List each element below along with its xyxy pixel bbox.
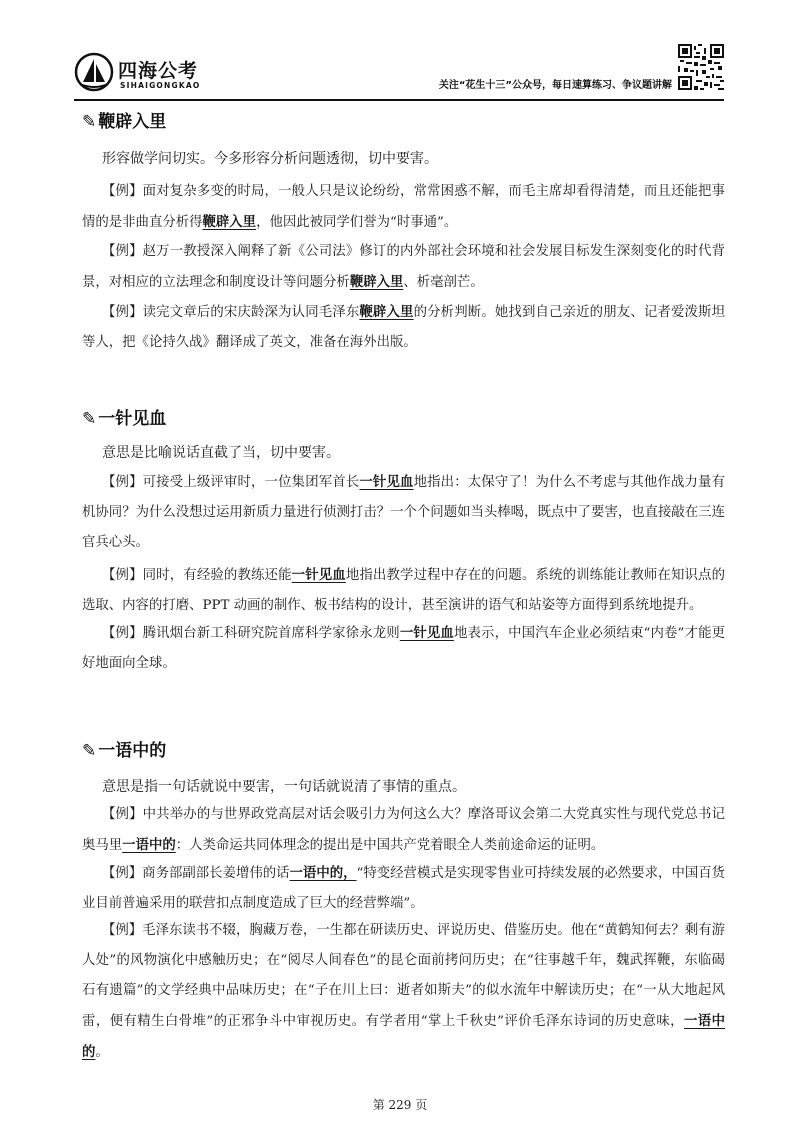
example-text: 【例】商务部副部长姜增伟的话: [102, 866, 290, 881]
page-header: [0, 0, 800, 100]
example-text: 地表示，中国汽车企业必须结束“内卷”才能更好地面向全球。: [82, 626, 726, 671]
qr-code-icon: [678, 44, 724, 90]
header-divider: [74, 99, 724, 101]
definition-text: 形容做学问切实。今多形容分析问题透彻，切中要害。: [102, 151, 438, 167]
example-text: 【例】同时，有经验的教练还能: [102, 568, 292, 583]
example-paragraph: [82, 297, 725, 358]
example-paragraph: [82, 618, 725, 679]
idiom-keyword: 一语中的: [82, 1013, 726, 1060]
section-title-text: 鞭辟入里: [98, 112, 167, 132]
section-title-text: 一语中的: [98, 741, 167, 761]
section-title-text: 一针见血: [98, 409, 167, 429]
example-paragraph: [82, 467, 725, 558]
idiom-keyword: 一语中的，: [289, 865, 357, 881]
idiom-keyword: 鞭辟入里: [202, 214, 257, 230]
example-text: 【例】面对复杂多变的时局，一般人只是议论纷纷，常常困惑不解，而毛主席却看得清楚，而且还能把事情的是非曲直分析得: [82, 184, 725, 230]
idiom-keyword: 一语中的: [122, 837, 176, 853]
logo-title: 四海公考: [118, 60, 199, 82]
section-title: [82, 404, 166, 429]
idiom-keyword: 鞭辟入里: [349, 274, 404, 290]
definition-text: 意思是比喻说话直截了当，切中要害。: [102, 445, 340, 461]
pencil-icon: ✎: [82, 409, 97, 429]
example-paragraph: [82, 800, 725, 861]
example-paragraph: [82, 177, 725, 238]
idiom-keyword: 鞭辟入里: [359, 304, 414, 320]
example-text: 地指出教学过程中存在的问题。系统的训练能让教师在知识点的选取、内容的打磨、PPT 动画的制作、板书结构的设计，甚至演讲的语气和站姿等方面得到系统地提升。: [82, 568, 725, 613]
example-paragraph: [82, 858, 725, 919]
section-title: [82, 736, 166, 761]
page-number: 第 229 页: [372, 1098, 428, 1112]
example-text: ，他因此被同学们誉为“时事通”。: [256, 215, 458, 230]
example-text: 【例】可接受上级评审时，一位集团军首长: [102, 475, 360, 490]
example-text: 、析毫剖芒。: [403, 275, 484, 290]
example-text: 【例】腾讯烟台新工科研究院首席科学家徐永龙则: [102, 626, 400, 641]
example-text: 地指出：太保守了！为什么不考虑与其他作战力量有机协同？为什么没想过运用新质力量进行侦测打击？一个个问题如当头棒喝，既点中了要害，也直接敲在三连官兵心头。: [82, 475, 725, 550]
example-text: 【例】中共举办的与世界政党高层对话会吸引力为何这么大？摩洛哥议会第二大党真实性与现代党总书记奥马里: [82, 807, 725, 853]
header-slogan: 关注“花生十三”公众号，每日速算练习、争议题讲解: [438, 80, 672, 91]
logo-subtitle: SIHAIGONGKAO: [120, 81, 201, 90]
pencil-icon: ✎: [82, 741, 97, 761]
example-text: “特变经营模式是实现零售业可持续发展的必然要求，中国百货业目前普遍采用的联营扣点制度造成了巨大的经营弊端”。: [82, 866, 726, 911]
section-title: [82, 107, 166, 132]
idiom-keyword: 一针见血: [359, 474, 414, 490]
example-text: 【例】读完文章后的宋庆龄深为认同毛泽东: [102, 305, 360, 320]
example-text: 的分析判断。她找到自己亲近的朋友、记者爱泼斯坦等人，把《论持久战》翻译成了英文，准备在海外出版。: [82, 305, 725, 350]
example-paragraph: [82, 916, 725, 1068]
definition-text: 意思是指一句话就说中要害，一句话就说清了事情的重点。: [102, 779, 466, 795]
example-text: 【例】毛泽东读书不辍，胸藏万卷，一生都在研读历史、评说历史、借鉴历史。他在“黄鹤知何去？剩有游人处”的风物演化中感触历史；在“阅尽人间春色”的昆仑面前拷问历史；在“往事越千年，魏武挥鞭，东临碣石有遗篇”的文学经典中品味历史；在“子在川上曰：逝者如斯夫”的似水流年中解读历史；在“一从大地起风雷，便有精生白骨堆”的正邪争斗中审视历史。有学者用“掌上千秋史”评价毛泽东诗词的历史意味，: [82, 923, 725, 1029]
example-paragraph: [82, 560, 725, 621]
sail-logo-icon: [74, 52, 114, 92]
example-text: 【例】赵万一教授深入阐释了新《公司法》修订的内外部社会环境和社会发展目标发生深刻变化的时代背景，对相应的立法理念和制度设计等问题分析: [82, 244, 725, 290]
idiom-keyword: 一针见血: [291, 567, 346, 583]
idiom-keyword: 一针见血: [399, 625, 454, 641]
example-text: 。: [95, 1045, 109, 1060]
pencil-icon: ✎: [82, 112, 97, 132]
example-text: ：人类命运共同体理念的提出是中国共产党着眼全人类前途命运的证明。: [175, 838, 605, 853]
brand-logo: [74, 52, 214, 100]
example-paragraph: [82, 237, 725, 298]
